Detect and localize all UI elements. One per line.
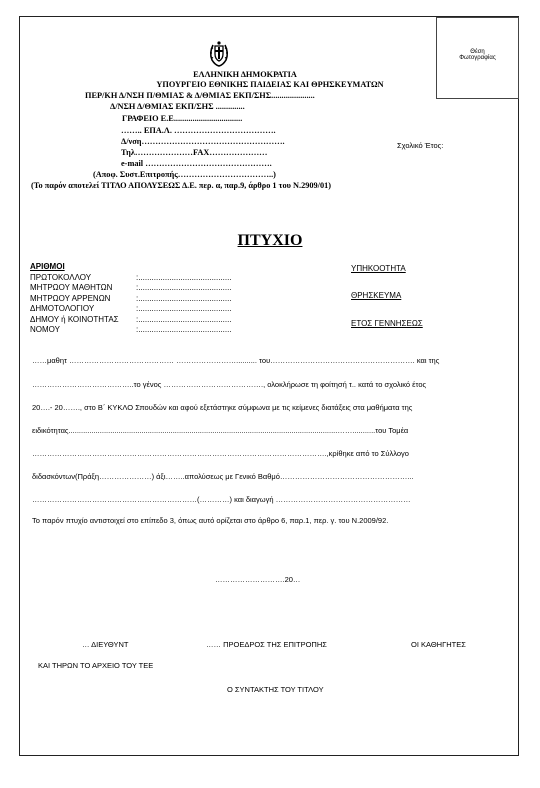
directorate-line: Δ/ΝΣΗ Δ/ΘΜΙΑΣ ΕΚΠ/ΣΗΣ .............. [110, 102, 245, 111]
title-author-label: Ο ΣΥΝΤΑΚΤΗΣ ΤΟΥ ΤΙΤΛΟΥ [227, 685, 324, 694]
number-row-label: ΜΗΤΡΩΟΥ ΜΑΘΗΤΩΝ [30, 283, 113, 292]
archive-keeper-label: ΚΑΙ ΤΗΡΩΝ ΤΟ ΑΡΧΕΙΟ ΤΟΥ ΤΕΕ [38, 661, 154, 670]
body-line-mother: …………………………………..το γένος …………………………………., ολοκλήρωσε τη φοίτησή τ.. κατά το σχολικό έτος [32, 380, 427, 389]
number-row-label: ΔΗΜΟΥ ή ΚΟΙΝΟΤΗΤΑΣ [30, 314, 119, 324]
regional-directorate-line: ΠΕΡ/ΚΗ Δ/ΝΣΗ Π/ΘΜΙΑΣ & Δ/ΘΜΙΑΣ ΕΚΠ/ΣΗΣ..................... [85, 91, 315, 100]
numbers-heading: ΑΡΙΘΜΟΙ [30, 262, 65, 271]
number-row-label: ΜΗΤΡΩΟΥ ΑΡΡΕΝΩΝ [30, 293, 111, 303]
number-row-field[interactable]: :.......................................... [136, 325, 232, 334]
phone-fax-line: Τηλ…………………FAX………………… [121, 148, 268, 157]
numbers-block [30, 262, 232, 336]
body-line-conduct: …………………………………………………………(…………) και διαγωγή ……………………………………………… [32, 495, 411, 504]
number-row [30, 315, 232, 326]
religion-label: ΘΡΗΣΚΕΥΜΑ [351, 291, 402, 300]
number-row-label: ΔΗΜΟΤΟΛΟΓΙΟΥ [30, 304, 95, 313]
number-row-field[interactable]: :.......................................... [136, 283, 232, 292]
number-row [30, 325, 232, 336]
school-year-label: Σχολικό Έτος: [397, 141, 444, 150]
address-line: Δ/νση……………………………………………. [121, 137, 285, 146]
director-signature-label: … ΔΙΕΥΘΥΝΤ [82, 640, 129, 649]
number-row-label: ΠΡΩΤΟΚΟΛΛΟΥ [30, 272, 92, 282]
greek-emblem-icon [207, 40, 231, 67]
body-line-student: ……μαθητ …………………………………… …………………….......... του…………………………………………………. και της [32, 356, 440, 365]
number-row-field[interactable]: :.......................................... [136, 272, 232, 282]
citizenship-label: ΥΠΗΚΟΟΤΗΤΑ [351, 264, 406, 273]
office-line: ΓΡΑΦΕΙΟ Ε.Ε................................. [122, 114, 243, 123]
document-title: ΠΤΥΧΙΟ [237, 232, 303, 249]
number-row-label: ΝΟΜΟΥ [30, 325, 60, 334]
number-row-field[interactable]: :.......................................... [136, 314, 232, 324]
body-line-grade: διδασκόντων(Πράξη…………………) άξι……..απολύσεως με Γενικό Βαθμό……………………………………………... [32, 472, 414, 481]
photo-label-1: Θέση [470, 49, 485, 55]
law-reference-line: (Το παρόν αποτελεί ΤΙΤΛΟ ΑΠΟΛΥΣΕΩΣ Δ.Ε. περ. α, παρ.9, άρθρο 1 του Ν.2909/01) [31, 181, 332, 190]
epal-line: …….. ΕΠΑ.Λ. ………………………………. [121, 126, 276, 135]
body-line-specialty: ειδικότητας.................................................................................................................................……...........του Τομέα [32, 426, 409, 435]
body-line-cycle: 20….- 20……., στο Β΄ ΚΥΚΛΟ Σπουδών και αφού εξετάστηκε σύμφωνα με τις κείμενες διατάξεις στα μαθήματα της [32, 403, 413, 412]
president-signature-label: …… ΠΡΟΕΔΡΟΣ ΤΗΣ ΕΠΙΤΡΟΠΗΣ [206, 640, 327, 649]
photo-label-2: Φωτογραφίας [459, 55, 496, 61]
number-row [30, 273, 232, 284]
body-line-level: Το παρόν πτυχίο αντιστοιχεί στο επίπεδο 3, όπως αυτό ορίζεται στο άρθρο 6, παρ.1, περ. γ. του Ν.2009/92. [32, 516, 389, 525]
number-row [30, 304, 232, 315]
teachers-signature-label: ΟΙ ΚΑΘΗΓΗΤΕΣ [411, 640, 466, 649]
date-line: ……………………….20… [215, 575, 301, 584]
number-row [30, 294, 232, 305]
committee-decision-line: (Αποφ. Συστ.Επιτροπής……………………………..) [93, 170, 276, 179]
ministry-heading: ΥΠΟΥΡΓΕΙΟ ΕΘΝΙΚΗΣ ΠΑΙΔΕΙΑΣ ΚΑΙ ΘΡΗΣΚΕΥΜΑΤΩΝ [156, 80, 384, 89]
email-line: e-mail ………………………………………. [121, 159, 272, 168]
number-row-field[interactable]: :.......................................... [136, 293, 232, 303]
number-row-field[interactable]: :.......................................... [136, 304, 232, 313]
republic-heading: ΕΛΛΗΝΙΚΗ ΔΗΜΟΚΡΑΤΙΑ [193, 70, 297, 79]
birth-year-label: ΕΤΟΣ ΓΕΝΝΗΣΕΩΣ [351, 319, 423, 328]
number-row [30, 283, 232, 294]
body-line-sector: ……………………………………………………………………………………………………….,κρίθηκε από το Σύλλογο [32, 449, 409, 458]
